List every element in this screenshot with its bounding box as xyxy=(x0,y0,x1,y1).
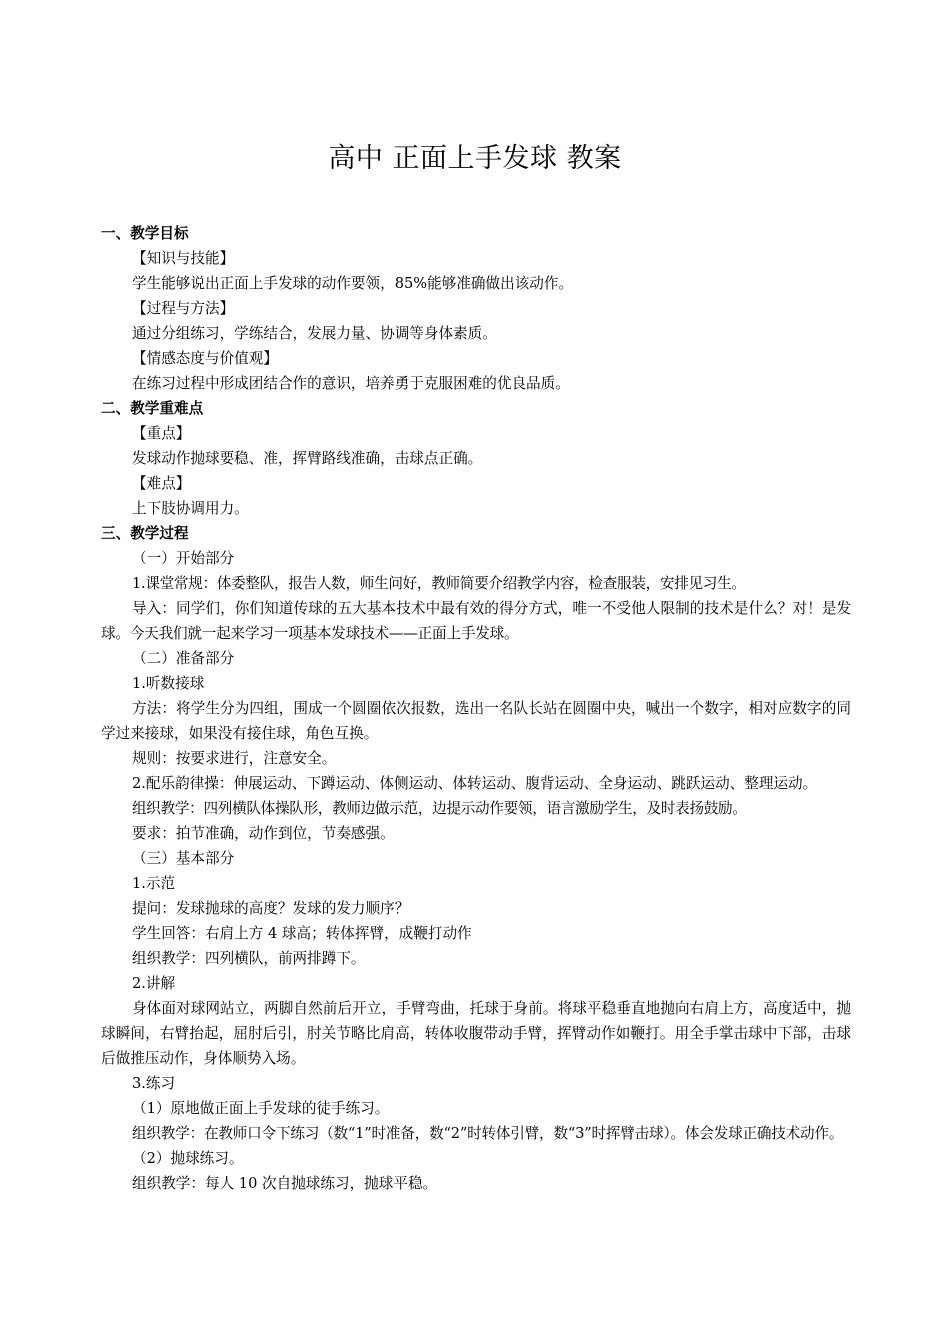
paragraph-drill-1: （1）原地做正面上手发球的徒手练习。 xyxy=(132,1100,390,1117)
part-label-basic: （三）基本部分 xyxy=(132,850,235,867)
section-heading-key-points: 二、教学重难点 xyxy=(101,400,204,417)
paragraph-explain: 身体面对球网站立，两脚自然前后开立，手臂弯曲，托球于身前。将球平稳垂直地抛向右肩上方，高度适中，抛球瞬间，右臂抬起，屈肘后引，肘关节略比肩高，转体收腹带动手臂，挥臂动作如鞭打。用全手掌击球中下部，击球后做推压动作，身体顺势入场。 xyxy=(101,1000,851,1067)
paragraph-organize-1: 组织教学：四列横队体操队形，教师边做示范，边提示动作要领，语言激励学生，及时表扬鼓励。 xyxy=(132,800,747,817)
paragraph-key: 发球动作抛球要稳、准，挥臂路线准确，击球点正确。 xyxy=(132,450,483,467)
section-heading-goals: 一、教学目标 xyxy=(101,225,189,242)
paragraph-rhythm: 2.配乐韵律操：伸展运动、下蹲运动、体侧运动、体转运动、腹背运动、全身运动、跳跃运动、整理运动。 xyxy=(132,775,818,792)
paragraph-routine: 1.课堂常规：体委整队，报告人数，师生问好，教师简要介绍教学内容，检查服装，安排见习生。 xyxy=(132,575,746,592)
paragraph-drill-2: （2）抛球练习。 xyxy=(132,1150,244,1167)
document-body xyxy=(101,221,851,1196)
paragraph-emotion: 在练习过程中形成团结合作的意识，培养勇于克服困难的优良品质。 xyxy=(132,375,570,392)
item-explain: 2.讲解 xyxy=(132,975,176,992)
paragraph-drill-2-organize: 组织教学：每人 10 次自抛球练习，抛球平稳。 xyxy=(132,1175,438,1192)
item-practice: 3.练习 xyxy=(132,1075,176,1092)
item-listen-catch: 1.听数接球 xyxy=(132,675,205,692)
subheading-process: 【过程与方法】 xyxy=(132,300,235,317)
paragraph-requirement: 要求：拍节准确，动作到位，节奏感强。 xyxy=(132,825,395,842)
paragraph-drill-1-organize: 组织教学：在教师口令下练习（数“1”时准备，数“2”时转体引臂，数“3”时挥臂击球）。体会发球正确技术动作。 xyxy=(132,1125,844,1142)
subheading-knowledge: 【知识与技能】 xyxy=(132,250,235,267)
paragraph-difficult: 上下肢协调用力。 xyxy=(132,500,249,517)
part-label-prepare: （二）准备部分 xyxy=(132,650,235,667)
paragraph-answer: 学生回答：右肩上方 4 球高；转体挥臂，成鞭打动作 xyxy=(132,925,472,942)
subheading-emotion: 【情感态度与价值观】 xyxy=(132,350,278,367)
paragraph-process: 通过分组练习，学练结合，发展力量、协调等身体素质。 xyxy=(132,325,497,342)
paragraph-rule: 规则：按要求进行，注意安全。 xyxy=(132,750,337,767)
paragraph-organize-2: 组织教学：四列横队，前两排蹲下。 xyxy=(132,950,366,967)
paragraph-intro: 导入：同学们，你们知道传球的五大基本技术中最有效的得分方式，唯一不受他人限制的技术是什么？对！是发球。今天我们就一起来学习一项基本发球技术——正面上手发球。 xyxy=(101,600,851,642)
page-title: 高中 正面上手发球 教案 xyxy=(328,143,622,174)
item-demo: 1.示范 xyxy=(132,875,176,892)
part-label-start: （一）开始部分 xyxy=(132,550,235,567)
paragraph-method: 方法：将学生分为四组，围成一个圆圈依次报数，选出一名队长站在圆圈中央，喊出一个数字，相对应数字的同学过来接球，如果没有接住球，角色互换。 xyxy=(101,700,851,742)
paragraph-knowledge: 学生能够说出正面上手发球的动作要领，85%能够准确做出该动作。 xyxy=(132,275,574,292)
subheading-difficult: 【难点】 xyxy=(132,475,191,492)
section-heading-procedure: 三、教学过程 xyxy=(101,525,189,542)
subheading-key: 【重点】 xyxy=(132,425,191,442)
paragraph-question: 提问：发球抛球的高度？发球的发力顺序？ xyxy=(132,900,410,917)
